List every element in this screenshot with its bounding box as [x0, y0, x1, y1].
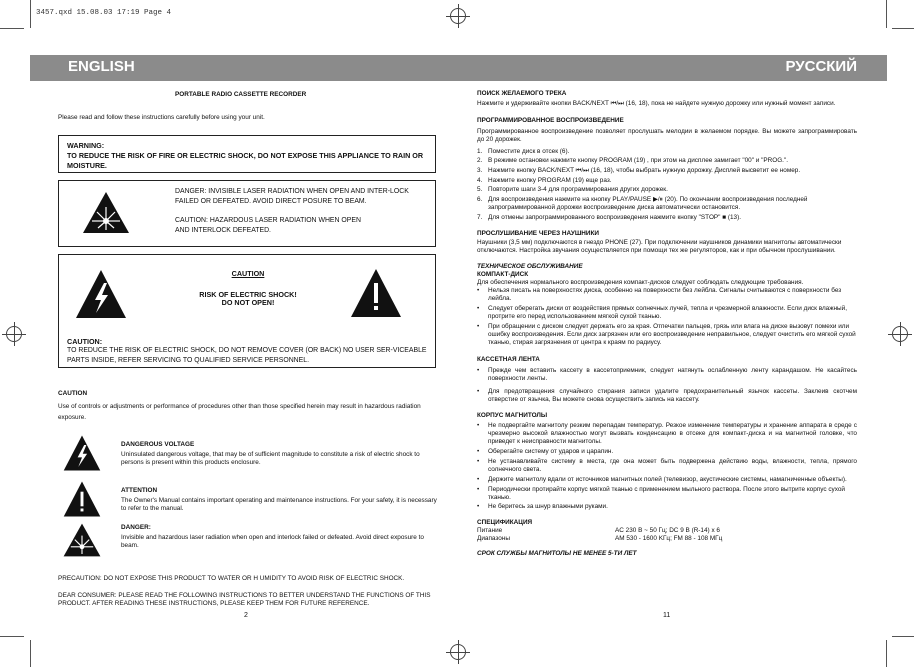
- crop-mark: [892, 28, 914, 29]
- laser-starburst-triangle-icon: [62, 521, 102, 559]
- body-list: [477, 422, 857, 512]
- maintenance-list: [477, 287, 857, 347]
- spec-row: Диапазоны AM 530 - 1600 KГц; FM 88 - 108 MГц: [477, 534, 723, 542]
- symbol-title: ATTENTION: [121, 487, 158, 494]
- section-heading: КАССЕТНАЯ ЛЕНТА: [477, 356, 540, 364]
- laser-starburst-triangle-icon: [81, 190, 131, 235]
- page-number: 2: [244, 612, 248, 619]
- symbol-title: DANGER:: [121, 524, 151, 531]
- section-text: Для обеспечения нормального воспроизведения компакт-дисков следует соблюдать следующие требования.: [477, 278, 804, 286]
- section-heading: СПЕЦИФИКАЦИЯ: [477, 518, 533, 526]
- symbol-text: Invisible and hazardous laser radiation when open and interlock failed or defeated. Avoid direct exposure to beam.: [121, 534, 424, 550]
- caution-section-text: Use of controls or adjustments or performance of procedures other than those specified herein may result in hazardous radiation exposure.: [58, 403, 421, 421]
- english-title: ENGLISH: [68, 58, 135, 75]
- cassette-list: [477, 367, 857, 404]
- crop-mark: [886, 640, 887, 667]
- list-item: 5. Повторите шаги 3-4 для программирования других дорожек.: [477, 186, 668, 194]
- section-subheading: КОМПАКТ-ДИСК: [477, 270, 529, 278]
- section-heading: КОРПУС МАГНИТОЛЫ: [477, 412, 548, 420]
- section-heading: ТЕХНИЧЕСКОЕ ОБСЛУЖИВАНИЕ: [477, 262, 583, 270]
- registration-mark-icon: [446, 4, 470, 28]
- registration-mark-icon: [446, 640, 470, 664]
- list-item: • Нельзя писать на поверхностях диска, особенно на поверхности без лейбла. Сигналы считываются с поверхности без лейбла.: [477, 286, 842, 303]
- list-item: • Для предотвращения случайного стирания записи удалите предохранительный язычок кассеты. Заклеив скотчем отверстие от язычка, Вы можете снова осуществить запись на кассету.: [477, 387, 857, 403]
- list-item: • При обращении с диском следует держать его за края. Отпечатки пальцев, грязь или влага на диске вызовут помехи или ошибку воспроизведения. Если диск загрязнен или его воспроизведение неправильное, следует очистить его мягкой сухой тканью, стирая загрязнения от центра к краям по радиусу.: [477, 322, 856, 347]
- intro-text: Please read and follow these instructions carefully before using your unit.: [58, 114, 265, 121]
- list-item: 2. В режиме остановки нажмите кнопку PROGRAM (19) , при этом на дисплее замигает "00" и "PROG.".: [477, 157, 788, 165]
- service-life: СРОК СЛУЖБЫ МАГНИТОЛЫ НЕ МЕНЕЕ 5-ТИ ЛЕТ: [477, 550, 637, 558]
- laser-danger-text: DANGER: INVISIBLE LASER RADIATION WHEN OPEN AND INTER-LOCK FAILED OR DEFEATED. AVOID DIRECT POSURE TO BEAM.: [175, 188, 409, 205]
- laser-caution-text: CAUTION: HAZARDOUS LASER RADIATION WHEN OPEN AND INTERLOCK DEFEATED.: [175, 217, 361, 234]
- shock-box: [58, 254, 436, 368]
- crop-mark: [0, 636, 24, 637]
- section-text: Наушники (3,5 мм) подключаются в гнездо PHONE (27). При подключении наушников динамики магнитолы автоматически отключаются. Настройка звучания осуществляется при помощи тех же регуляторов, как и при обычном прослушивании.: [477, 239, 842, 255]
- russian-title: РУССКИЙ: [785, 58, 857, 75]
- risk-line-2: DO NOT OPEN!: [221, 298, 275, 307]
- page-number: 11: [663, 612, 671, 619]
- symbol-title: DANGEROUS VOLTAGE: [121, 441, 195, 448]
- crop-mark: [0, 28, 24, 29]
- russian-column: [477, 90, 857, 558]
- list-item: • Держите магнитолу вдали от источников магнитных полей (телевизор, акустические системы, намагниченные объекты).: [477, 475, 847, 483]
- program-steps: [477, 148, 857, 223]
- list-item: • Оберегайте систему от ударов и царапин.: [477, 448, 614, 456]
- doc-title: PORTABLE RADIO CASSETTE RECORDER: [175, 91, 307, 98]
- language-banner: [30, 55, 887, 81]
- section-text: Программированное воспроизведение позволяет прослушать мелодии в желаемом порядке. Вы можете запрограммировать до 20 дорожек.: [477, 128, 857, 144]
- caution-title: CAUTION: [231, 269, 265, 278]
- section-heading: ПОИСК ЖЕЛАЕМОГО ТРЕКА: [477, 90, 567, 97]
- warning-heading: WARNING:: [67, 141, 105, 150]
- risk-line-1: RISK OF ELECTRIC SHOCK!: [199, 290, 297, 299]
- list-item: • Не устанавливайте систему в места, где она может быть подвержена действию воды, влажности, тепла, прямого солнечного света.: [477, 457, 857, 474]
- list-item: • Периодически протирайте корпус мягкой тканью с применением мыльного раствора. После этого вытрите корпус сухой тканью.: [477, 485, 845, 501]
- crop-mark: [30, 640, 31, 667]
- caution-text: TO REDUCE THE RISK OF ELECTRIC SHOCK, DO NOT REMOVE COVER (OR BACK) NO USER SER-VICEABLE PARTS INSIDE, REFER SERVICING TO QUALIFIED SERVICE PERSONNEL.: [67, 347, 427, 364]
- warning-box: [58, 135, 436, 173]
- caution-section-heading: CAUTION: [58, 390, 88, 397]
- list-item: 6. Для воспроизведения нажмите на кнопку PLAY/PAUSE ▶/⏸ (20). По окончании воспроизведения последней запрограммированной дорожки воспроизведение диска автоматически остановится.: [477, 196, 808, 212]
- crop-mark: [886, 0, 887, 28]
- exclamation-triangle-icon: [62, 480, 102, 518]
- exclamation-triangle-icon: [349, 267, 403, 319]
- crop-mark: [30, 0, 31, 28]
- lightning-triangle-icon: [62, 434, 102, 472]
- printer-mark: 3457.qxd 15.08.03 17:19 Page 4: [36, 9, 172, 17]
- list-item: 3. Нажмите кнопку BACK/NEXT ⏮/⏭ (16, 18), чтобы выбрать нужную дорожку. Дисплей высветит ее номер.: [477, 167, 801, 175]
- registration-mark-icon: [888, 322, 912, 346]
- symbol-text: The Owner's Manual contains important operating and maintenance instructions. For your safety, it is necessary to refer to the manual.: [121, 497, 437, 513]
- list-item: 7. Для отмены запрограммированного воспроизведения нажмите кнопку "STOP" ■ (13).: [477, 214, 742, 222]
- list-item: • Не беритесь за шнур влажными руками.: [477, 503, 608, 511]
- registration-mark-icon: [2, 322, 26, 346]
- symbol-text: Uninsulated dangerous voltage, that may be of sufficient magnitude to constitute a risk of electric shock to persons is present within this products enclosure.: [121, 451, 420, 467]
- crop-mark: [892, 636, 914, 637]
- precaution-text: PRECAUTION: DO NOT EXPOSE THIS PRODUCT TO WATER OR H UMIDITY TO AVOID RISK OF ELECTRIC SHOCK.: [58, 575, 405, 582]
- spec-row: Питание AC 230 В ~ 50 Гц; DC 9 В (R-14) x 6: [477, 526, 720, 534]
- laser-box: [58, 180, 436, 247]
- warning-text: TO REDUCE THE RISK OF FIRE OR ELECTRIC SHOCK, DO NOT EXPOSE THIS APPLIANCE TO RAIN OR MOISTURE.: [67, 151, 424, 170]
- list-item: 4. Нажмите кнопку PROGRAM (19) еще раз.: [477, 176, 612, 184]
- list-item: • Следует оберегать диски от воздействия прямых солнечных лучей, тепла и чрезмерной влажности. Если диск влажный, протрите его перед использованием мягкой сухой тканью.: [477, 304, 847, 320]
- caution-heading: CAUTION:: [67, 337, 103, 346]
- section-heading: ПРОСЛУШИВАНИЕ ЧЕРЕЗ НАУШНИКИ: [477, 230, 599, 238]
- section-text: Нажмите и удерживайте кнопки BACK/NEXT ⏮/⏭ (16, 18), пока не найдете нужную дорожку или нужный момент записи.: [477, 100, 836, 107]
- dear-consumer-text: DEAR CONSUMER: PLEASE READ THE FOLLOWING INSTRUCTIONS TO BETTER UNDERSTAND THE FUNCTIONS OF THIS PRODUCT. AFTER READING THESE INSTRUCTIONS, PLEASE KEEP THEM FOR FUTURE REFERENCE.: [58, 592, 431, 608]
- list-item: 1. Поместите диск в отсек (6).: [477, 147, 570, 155]
- list-item: • Не подвергайте магнитолу резким перепадам температур. Резкое изменение температуры и хранение аппарата в среде с чрезмерно высокой влажностью могут вызвать конденсацию в отсеке для компакт-диска и на магнитной головке, что приведет к неисправности магнитолы.: [477, 422, 857, 446]
- list-item: • Прежде чем вставить кассету в кассетоприемник, следует натянуть ослабленную ленту карандашом. Не касайтесь поверхности ленты.: [477, 367, 857, 383]
- section-heading: ПРОГРАММИРОВАННОЕ ВОСПРОИЗВЕДЕНИЕ: [477, 117, 624, 125]
